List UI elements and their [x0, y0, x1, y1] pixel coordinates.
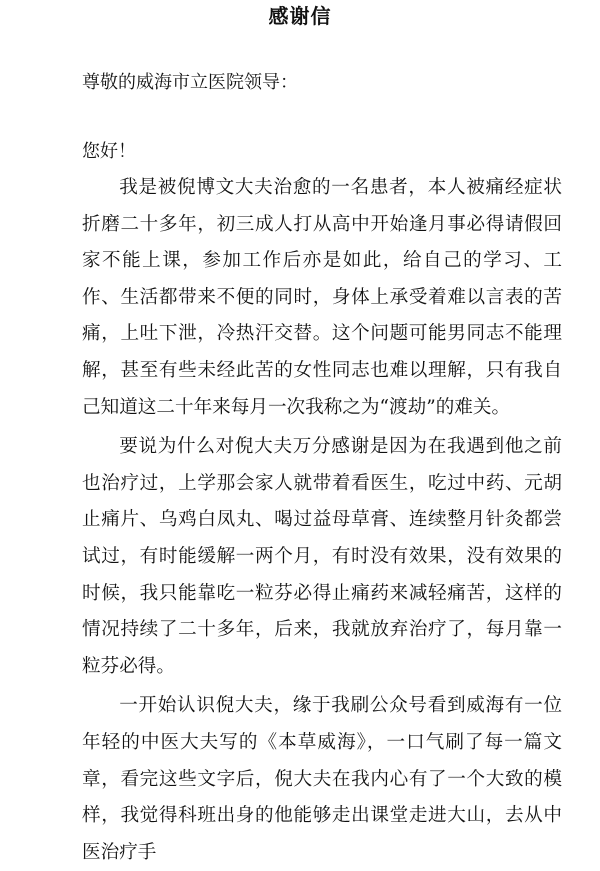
salutation: 尊敬的威海市立医院领导：	[82, 72, 298, 93]
paragraph-1: 我是被倪博文大夫治愈的一名患者，本人被痛经症状折磨二十多年，初三成人打从高中开始逢月事必得请假回家不能上课，参加工作后亦是如此，给自己的学习、工作、生活都带来不便的同时，身体上承受着难以言表的苦痛，上吐下泄，冷热汗交替。这个问题可能男同志不能理解，甚至有些未经此苦的女性同志也难以理解，只有我自己知道这二十年来每月一次我称之为“渡劫”的难关。	[82, 177, 562, 418]
greeting: 您好！	[82, 141, 136, 162]
paragraph-3: 一开始认识倪大夫，缘于我刷公众号看到威海有一位年轻的中医大夫写的《本草威海》，一口气刷了每一篇文章，看完这些文字后，倪大夫在我内心有了一个大致的模样，我觉得科班出身的他能够走出课堂走进大山，去从中医治疗手	[82, 695, 562, 863]
letter-title: 感谢信	[268, 4, 332, 28]
paragraph-2: 要说为什么对倪大夫万分感谢是因为在我遇到他之前也治疗过，上学那会家人就带着看医生，吃过中药、元胡止痛片、乌鸡白凤丸、喝过益母草膏、连续整月针灸都尝试过，有时能缓解一两个月，有时没有效果，没有效果的时候，我只能靠吃一粒芬必得止痛药来减轻痛苦，这样的情况持续了二十多年，后来，我就放弃治疗了，每月靠一粒芬必得。	[82, 436, 562, 677]
letter-body	[82, 170, 562, 871]
